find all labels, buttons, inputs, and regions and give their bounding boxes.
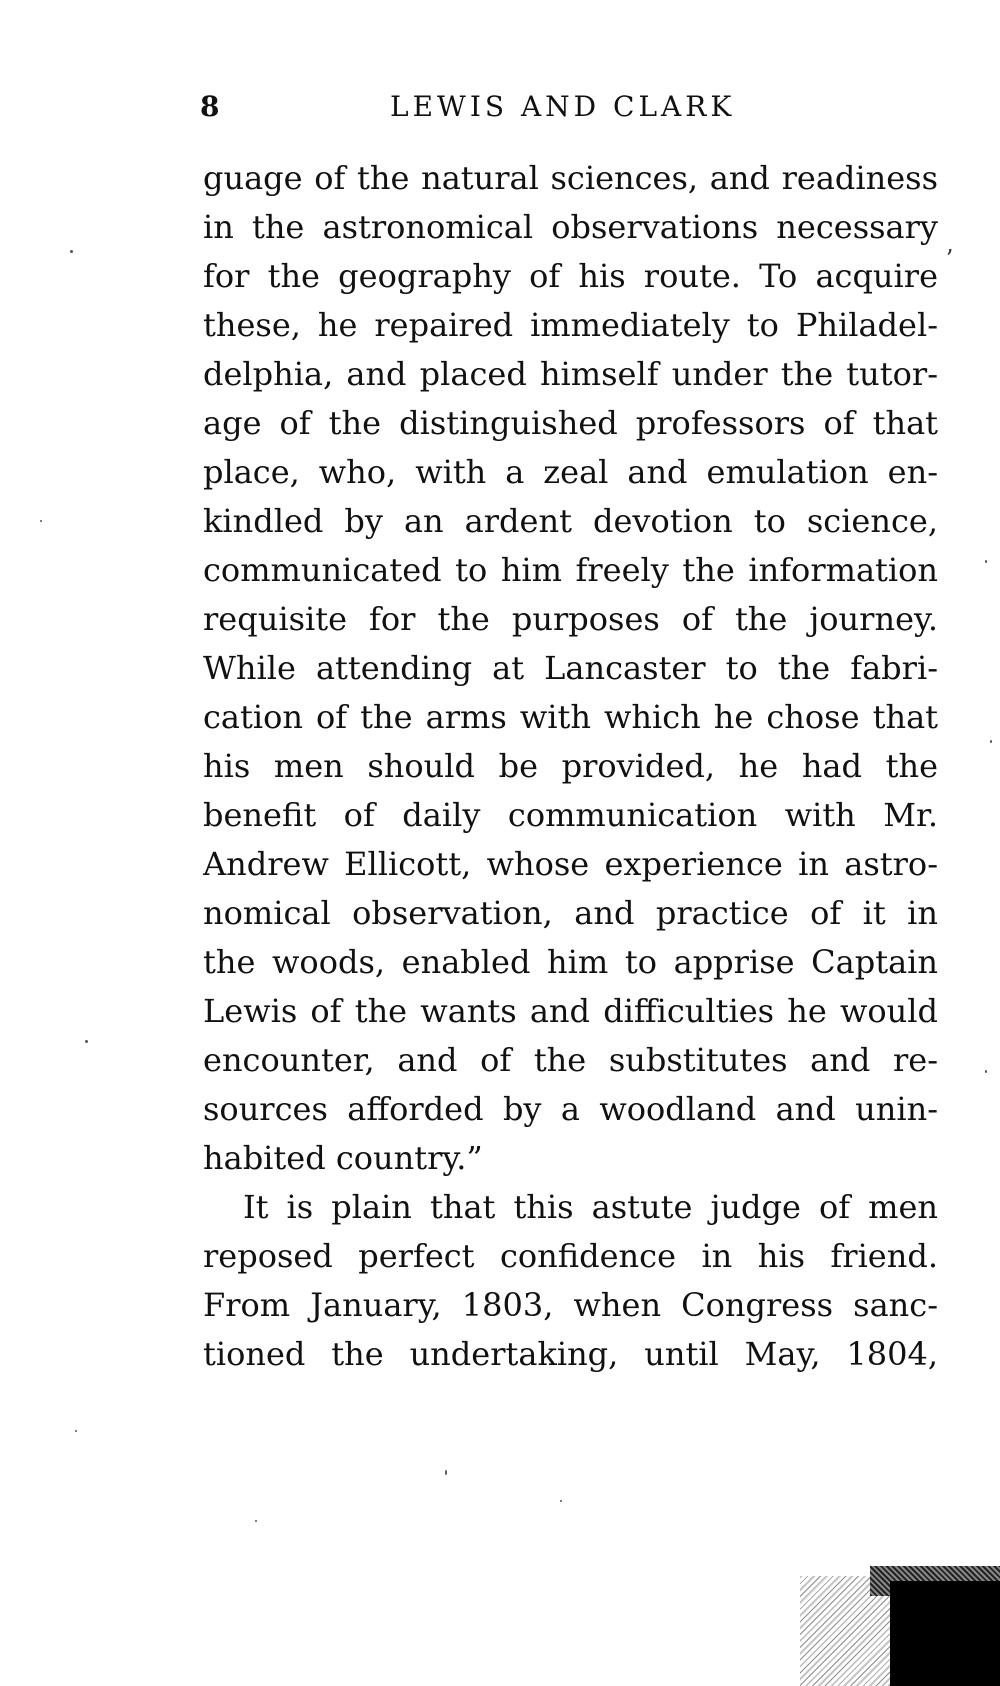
scan-speck: [445, 1470, 447, 1475]
text-line-paragraph-start: It is plain that this astute judge of men: [243, 1188, 938, 1226]
text-line: these, he repaired immediately to Philadel-: [203, 306, 938, 344]
scan-speck: [75, 1430, 77, 1432]
text-line: tioned the undertaking, until May, 1804,: [203, 1335, 938, 1373]
text-line: age of the distinguished professors of that: [203, 404, 938, 442]
scan-speck: [70, 250, 73, 253]
text-line: benefit of daily communication with Mr.: [203, 796, 938, 834]
text-line: While attending at Lancaster to the fabri-: [203, 649, 938, 687]
scan-speck: [255, 1520, 257, 1522]
text-line: his men should be provided, he had the: [203, 747, 938, 785]
scan-dark-block: [890, 1581, 1000, 1686]
text-line: reposed perfect confidence in his friend.: [203, 1237, 938, 1275]
body-text: [203, 154, 938, 1379]
book-title: LEWIS AND CLARK: [390, 90, 736, 123]
scan-speck: [985, 1070, 987, 1073]
scan-speck: [985, 560, 987, 563]
text-line: requisite for the purposes of the journey.: [203, 600, 938, 638]
scan-speck: [990, 740, 992, 743]
text-line: sources afforded by a woodland and unin-: [203, 1090, 938, 1128]
scan-speck: [85, 1040, 88, 1043]
text-line: encounter, and of the substitutes and re-: [203, 1041, 938, 1079]
text-line: nomical observation, and practice of it in: [203, 894, 938, 932]
page-number: 8: [200, 90, 220, 123]
text-line: communicated to him freely the information: [203, 551, 938, 589]
text-line-paragraph-end: habited country.”: [203, 1139, 483, 1177]
text-line: delphia, and placed himself under the tutor-: [203, 355, 938, 393]
margin-mark-icon: ʼ: [945, 245, 953, 273]
text-line: cation of the arms with which he chose that: [203, 698, 938, 736]
text-line: Lewis of the wants and difficulties he would: [203, 992, 938, 1030]
scan-speck: [560, 1500, 562, 1502]
text-line: Andrew Ellicott, whose experience in astro-: [203, 845, 938, 883]
scan-speck: [40, 520, 42, 522]
text-line: kindled by an ardent devotion to science,: [203, 502, 938, 540]
text-line: the woods, enabled him to apprise Captain: [203, 943, 938, 981]
text-line: place, who, with a zeal and emulation en-: [203, 453, 938, 491]
text-line: in the astronomical observations necessary: [203, 208, 938, 246]
running-head: [200, 90, 940, 130]
text-line: for the geography of his route. To acquire: [203, 257, 938, 295]
text-line: guage of the natural sciences, and readiness: [203, 159, 938, 197]
scan-shadow-corner: [800, 1566, 1000, 1686]
text-line: From January, 1803, when Congress sanc-: [203, 1286, 938, 1324]
